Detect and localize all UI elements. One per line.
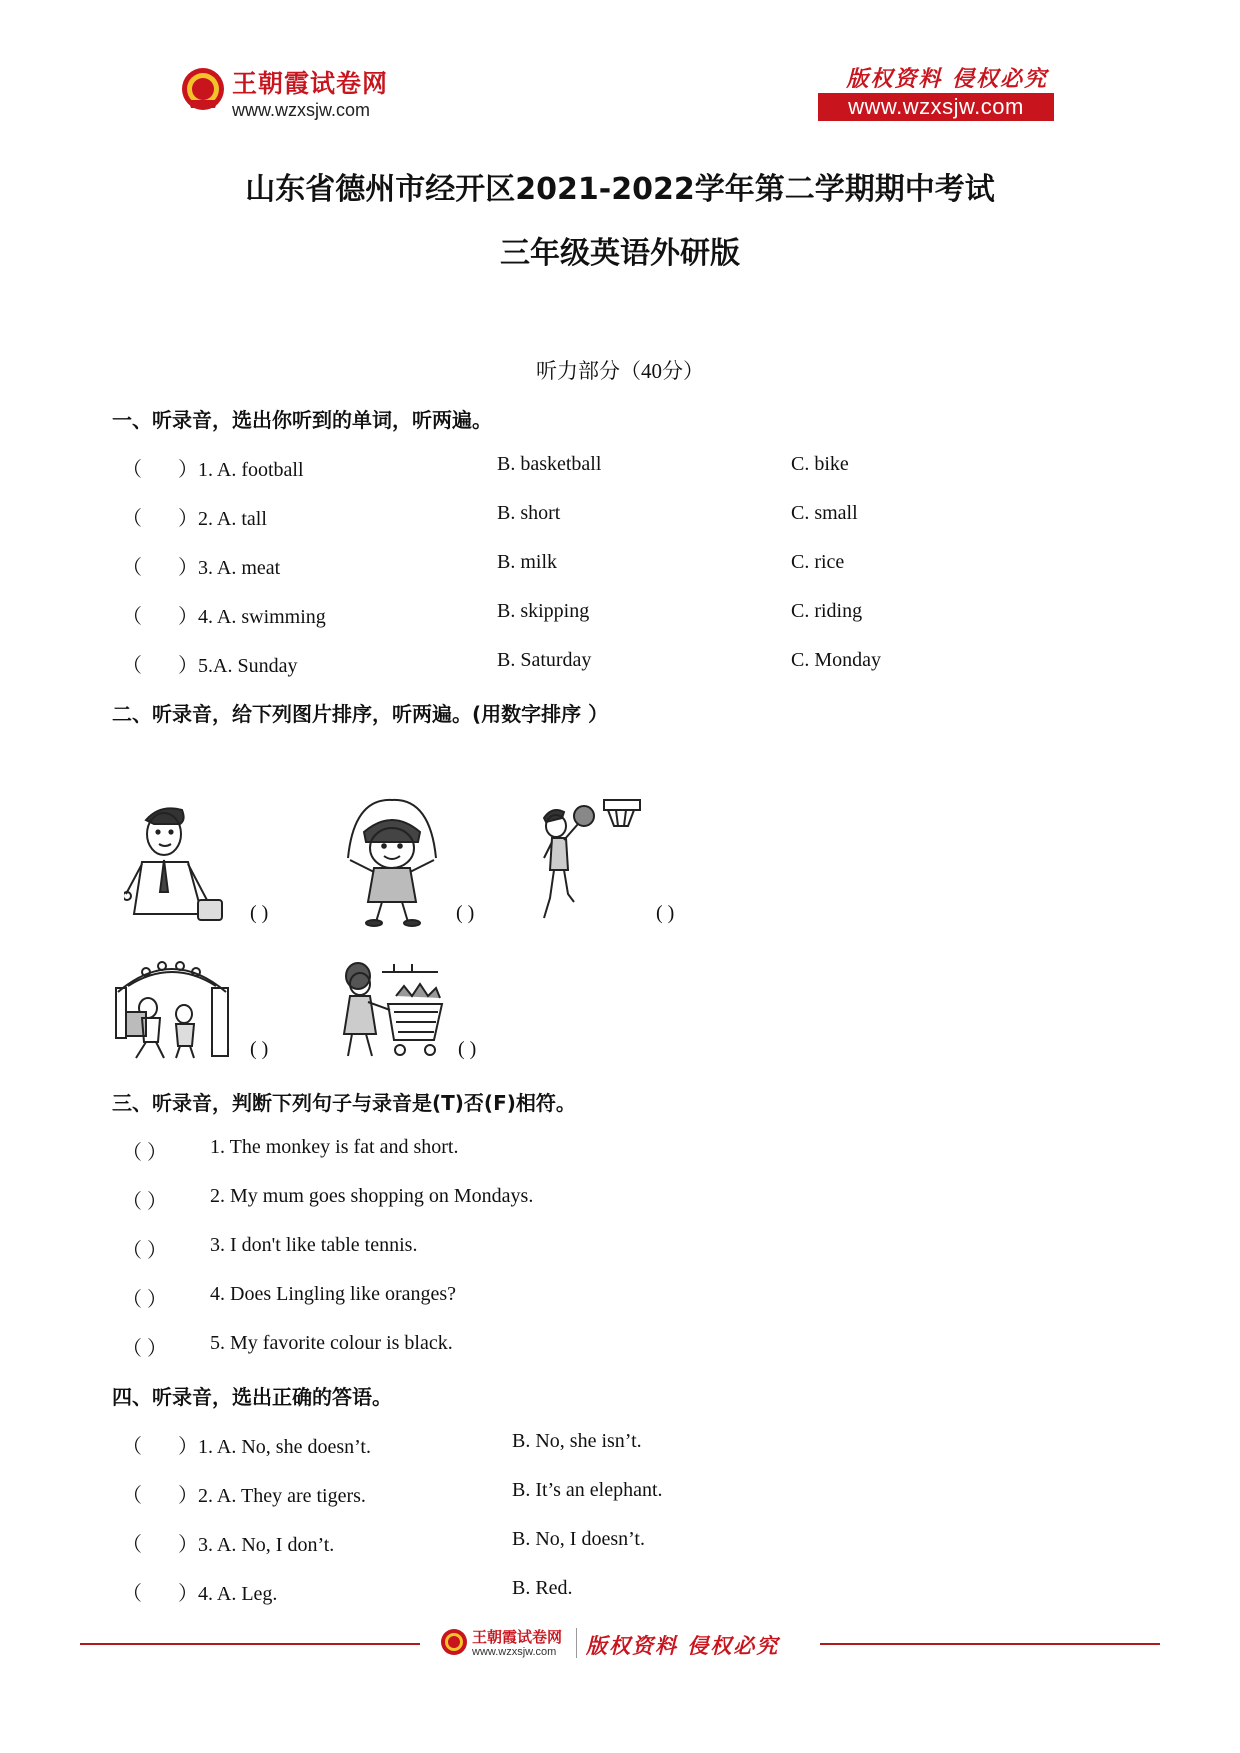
footer-logo	[440, 1624, 810, 1664]
option-b: B. skipping	[497, 600, 590, 622]
option-c: C. rice	[791, 551, 845, 573]
question-option-a: ）1. A. football	[178, 459, 304, 481]
url-banner: www.wzxsjw.com	[818, 93, 1054, 121]
tf-blank[interactable]: （ ）	[122, 1191, 167, 1213]
order-blank-1[interactable]: ( )	[250, 902, 269, 924]
option-b: B. basketball	[497, 453, 602, 475]
girl-skipping-picture	[334, 798, 450, 928]
order-blank-3[interactable]: ( )	[656, 902, 675, 924]
question-option-a: ）2. A. tall	[178, 508, 267, 530]
option-b: B. No, I doesn’t.	[512, 1528, 645, 1550]
answer-blank[interactable]: （	[122, 655, 142, 677]
statement: 3. I don't like table tennis.	[210, 1234, 418, 1256]
order-blank-5[interactable]: ( )	[458, 1038, 477, 1060]
option-b: B. It’s an elephant.	[512, 1479, 663, 1501]
footer-copyright: 版权资料 侵权必究	[586, 1633, 780, 1658]
answer-blank[interactable]: （	[122, 606, 142, 628]
question-option-a: ）4. A. swimming	[178, 606, 326, 628]
order-blank-4[interactable]: ( )	[250, 1038, 269, 1060]
answer-blank[interactable]: （	[122, 1436, 142, 1458]
footer-separator	[576, 1628, 577, 1658]
man-with-bag-picture	[124, 802, 246, 928]
copyright-text: 版权资料 侵权必究	[846, 66, 1048, 92]
boy-basketball-picture	[538, 798, 642, 928]
section2-heading: 二、听录音，给下列图片排序，听两遍。(用数字排序 ）	[112, 702, 609, 726]
footer-rule-left	[80, 1643, 420, 1645]
option-c: C. Monday	[791, 649, 881, 671]
answer-blank[interactable]: （	[122, 557, 142, 579]
tf-blank[interactable]: （ ）	[122, 1338, 167, 1360]
footer-logo-url: www.wzxsjw.com	[472, 1646, 557, 1658]
option-c: C. small	[791, 502, 858, 524]
logo-url: www.wzxsjw.com	[232, 100, 371, 120]
section4-heading: 四、听录音，选出正确的答语。	[112, 1385, 392, 1409]
answer-blank[interactable]: （	[122, 1583, 142, 1605]
answer-blank[interactable]: （	[122, 1534, 142, 1556]
question-option-a: ）1. A. No, she doesn’t.	[178, 1436, 371, 1458]
option-b: B. No, she isn’t.	[512, 1430, 642, 1452]
children-school-picture	[112, 952, 234, 1062]
question-option-a: ）3. A. No, I don’t.	[178, 1534, 335, 1556]
footer-logo-title: 王朝霞试卷网	[472, 1628, 563, 1646]
section3-heading: 三、听录音，判断下列句子与录音是(T)否(F)相符。	[112, 1091, 576, 1115]
option-b: B. milk	[497, 551, 558, 573]
order-blank-2[interactable]: ( )	[456, 902, 475, 924]
tf-blank[interactable]: （ ）	[122, 1142, 167, 1164]
statement: 2. My mum goes shopping on Mondays.	[210, 1185, 534, 1207]
logo-title: 王朝霞试卷网	[232, 69, 389, 98]
answer-blank[interactable]: （	[122, 1485, 142, 1507]
exam-title: 山东省德州市经开区2021-2022学年第二学期期中考试	[245, 172, 995, 207]
statement: 1. The monkey is fat and short.	[210, 1136, 459, 1158]
statement: 5. My favorite colour is black.	[210, 1332, 453, 1354]
option-b: B. short	[497, 502, 561, 524]
option-c: C. riding	[791, 600, 863, 622]
option-b: B. Saturday	[497, 649, 592, 671]
option-c: C. bike	[791, 453, 849, 475]
part-heading: 听力部分（40分）	[536, 359, 704, 383]
header-logo	[180, 62, 420, 128]
girl-shopping-picture	[338, 962, 450, 1062]
header-copyright-block	[818, 60, 1054, 124]
tf-blank[interactable]: （ ）	[122, 1240, 167, 1262]
emblem-icon	[180, 66, 226, 112]
statement: 4. Does Lingling like oranges?	[210, 1283, 457, 1305]
question-option-a: ）2. A. They are tigers.	[178, 1485, 366, 1507]
answer-blank[interactable]: （	[122, 508, 142, 530]
question-option-a: ）5.A. Sunday	[178, 655, 298, 677]
question-option-a: ）3. A. meat	[178, 557, 281, 579]
section1-heading: 一、听录音，选出你听到的单词，听两遍。	[112, 408, 492, 432]
answer-blank[interactable]: （	[122, 459, 142, 481]
exam-subtitle: 三年级英语外研版	[500, 236, 740, 271]
option-b: B. Red.	[512, 1577, 573, 1599]
question-option-a: ）4. A. Leg.	[178, 1583, 278, 1605]
tf-blank[interactable]: （ ）	[122, 1289, 167, 1311]
footer-emblem-icon	[440, 1628, 468, 1656]
footer-rule-right	[820, 1643, 1160, 1645]
